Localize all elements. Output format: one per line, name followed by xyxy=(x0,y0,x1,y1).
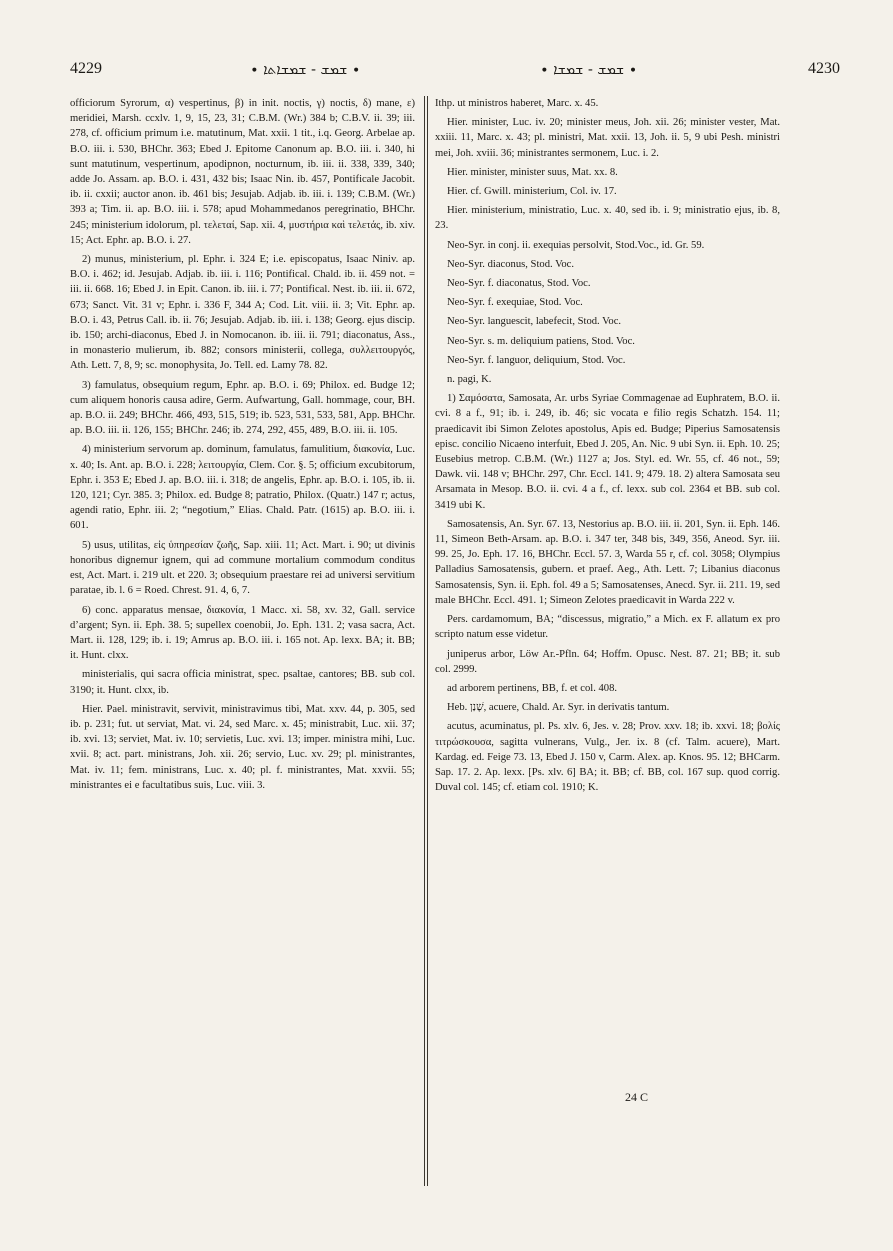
running-head-right: ∙ ܫܡܫ - ܫܡܫܐ ∙ xyxy=(540,62,638,78)
column-divider xyxy=(424,96,426,1186)
entry-paragraph: officiorum Syrorum, α) vespertinus, β) in init. noctis, γ) noctis, δ) mane, ε) meridiei, Marsh. ccxlv. 1, 9, 15, 23, 31; C.B.M. (Wr.) 384 b; C.B.V. ii. 39; iii. 278, cf. officium primum i.e. matutinum, Mat. xxii. 1 tit., i.q. Georg. Arbelae ap. B.O. iii. i. 530, BHChr. 363; Ebed J. Epitome Canonum ap. B.O. iii. i. 340, hi sunt matutinum, vespertinum, apodipnon, nocturnum, ib. iii. ii. 338, 339, 340; adde Jo. Assam. ap. B.O. i. 431, 432 bis; Isaac Nin. ib. 457, Pontificale Jacobit. ib. ii. cxxii; auctor anon. ib. 461 bis; Jesujab. Adjab. ib. iii. i. 139; C.B.M. (Wr.) 393 a; Tim. ii. ap. B.O. iii. i. 578; apud Mohammedanos peregrinatio, BHChr. 245; ministerium idolorum, pl. τελεταί, Sap. xii. 4, μυστήρια καὶ τελετάς, ib. xiv. 15; Act. Ephr. ap. B.O. i. 27. xyxy=(70,98,415,246)
page-number-right: 4230 xyxy=(808,60,840,77)
entry-paragraph: Heb. שָׁנַן, acuere, Chald. Ar. Syr. in derivatis tantum. xyxy=(447,702,670,714)
entry-paragraph: Neo-Syr. diaconus, Stod. Voc. xyxy=(447,258,575,270)
entry-paragraph: 6) conc. apparatus mensae, διακονία, 1 Macc. xi. 58, xv. 32, Gall. service d’argent; Syn. ii. Eph. 38. 5; supellex coenobii, Jo. Eph. 131. 2; vasa sacra, Act. Mart. ii. 128, 129; ib. i. 19; Amrus ap. B.O. iii. i. 165 not. Ap. lexx. BA; it. BB; it. Hunt. clxx. xyxy=(70,604,415,662)
entry-paragraph: Neo-Syr. languescit, labefecit, Stod. Voc. xyxy=(447,316,622,328)
right-column xyxy=(435,96,780,1196)
entry-paragraph: Neo-Syr. f. diaconatus, Stod. Voc. xyxy=(447,278,591,290)
entry-paragraph: Neo-Syr. s. m. deliquium patiens, Stod. Voc. xyxy=(447,335,635,347)
left-column xyxy=(70,96,415,1196)
entry-paragraph: Neo-Syr. f. exequiae, Stod. Voc. xyxy=(447,297,583,309)
signature-mark: 24 C xyxy=(625,1090,649,1104)
page-number-left: 4229 xyxy=(70,60,102,77)
entry-paragraph: 3) famulatus, obsequium regum, Ephr. ap. B.O. i. 69; Philox. ed. Budge 12; cum aliquem honoris causa adire, Germ. Aufwartung, Gall. hommage, cour, BH. ap. B.O. ii. 249; BHChr. 466, 493, 515, 519; ib. 523, 531, 533, 581, App. BHChr. ap. B.O. iii. ii. 126, 155; BHChr. 246; ib. 274, 292, 455, 489, B.O. iii. ii. 105. xyxy=(70,379,415,437)
entry-paragraph: Hier. minister, minister suus, Mat. xx. 8. xyxy=(447,166,618,178)
entry-paragraph: n. pagi, K. xyxy=(447,374,492,386)
entry-paragraph: 5) usus, utilitas, εἰς ὑπηρεσίαν ζωῆς, Sap. xiii. 11; Act. Mart. i. 90; ut divinis honoribus dignemur ignem, qui ad commune mortalium commodum conditus est, Act. Mart. i. 219 ult. et 220. 3; obsequium praestare rei ad universi servitium paratae, ib. l. 6 = Roed. Chrest. 91. 4, 6, 7. xyxy=(70,539,415,597)
column-divider xyxy=(427,96,429,1186)
page-header xyxy=(70,60,840,84)
entry-paragraph: Neo-Syr. f. languor, deliquium, Stod. Voc. xyxy=(447,354,626,366)
entry-paragraph: juniperus arbor, Löw Ar.-Pfln. 64; Hoffm. Opusc. Nest. 87. 21; BB; it. sub col. 2999. xyxy=(435,648,780,675)
entry-paragraph: ad arborem pertinens, BB, f. et col. 408. xyxy=(447,682,618,694)
entry-paragraph: Hier. ministerium, ministratio, Luc. x. 40, sed ib. i. 9; ministratio ejus, ib. 8, 23. xyxy=(435,205,780,232)
entry-paragraph: Samosatensis, An. Syr. 67. 13, Nestorius ap. B.O. iii. ii. 201, Syn. ii. Eph. 146. 11, Simeon Beth-Arsam. ap. B.O. i. 347 ter, 348 bis, 349, 356, Aneod. Syr. iii. 99. 25, Jo. Eph. 17. 16, BHChr. Eccl. 57. 3, Warda 55 r, cf. col. 3058; Olympius Palladius Samosatensis, gubern. et praef. Aeg., Ath. Lett. 7; Libanius diaconus Samosatensis, Syn. ii. Eph. fol. 49 a 5; Samosatenses, Anecd. Syr. ii. 211. 19, sed male BHChr. Eccl. 491. 1; Simeon Zelotes praedicavit in Warda 222 v. xyxy=(435,518,780,606)
entry-paragraph: Pers. cardamomum, BA; “discessus, migratio,” a Mich. ex F. allatum ex pro scripto natum esse videtur. xyxy=(435,614,780,641)
entry-paragraph: Neo-Syr. in conj. ii. exequias persolvit, Stod.Voc., id. Gr. 59. xyxy=(447,239,705,251)
entry-paragraph: 1) Σαμόσατα, Samosata, Ar. urbs Syriae Commagenae ad Euphratem, B.O. ii. cvi. 8 a f., 91; ib. i. 249, ib. 46; sic vocata e filio regis Schatzh. 154. 11; praedicavit ibi Simon Zelotes apostolus, Apis ed. Budge; Piperius Samosatensis episc. concilio Nicaeno interfuit, Ebed J. 205, An. Nic. 9 ubi Syn. ii. Eph. 10. 25; Eusebius metrop. C.B.M. (Wr.) 1127 a; Jos. Styl. ed. Wr. 55, cf. 46 not., 59; Dawk. vii. 148 v; BHChr. 297, Chr. Eccl. 141. 9; 479. 18. 2) altera Samosata seu Arsamata in Mesop. B.O. ii. cvi. 4 a f., cf. lexx. sub col. 2364 et BB. sub col. 3419 ubi K. xyxy=(435,393,780,511)
entry-paragraph: Hier. cf. Gwill. ministerium, Col. iv. 17. xyxy=(447,186,617,198)
entry-paragraph: Hier. minister, Luc. iv. 20; minister meus, Joh. xii. 26; minister vester, Mat. xxiii. 11, Marc. x. 43; pl. ministri, Mat. xxii. 13, Joh. ii. 5, 9 ubi Pesh. ministri mei, Joh. xviii. 36; ministrantes sermonem, Luc. i. 2. xyxy=(435,117,780,159)
entry-paragraph: Ithp. ut ministros haberet, Marc. x. 45. xyxy=(435,98,599,109)
entry-paragraph: 2) munus, ministerium, pl. Ephr. i. 324 E; i.e. episcopatus, Isaac Niniv. ap. B.O. i. 462; id. Jesujab. Adjab. ib. iii. i. 116; Pontifical. Chald. ib. ii. 459 not. = iii. ii. 668. 16; Ebed J. in Epit. Canon. ib. iii. i. 77; Pontifical. Nest. ib. iii. ii. 672, 673; Sanct. Vit. 31 v; Ephr. i. 336 F, 344 A; Cod. Lit. viii. ii. 3; Vit. Ephr. ap. B.O. i. 43, Petrus Call. ib. ii. 76; Jesujab. Adjab. ib. iii. i. 138; Georg. ejus discip. ib. 150; archi-diaconus, Ebed J. in Nomocanon. ib. iii. ii. 791; diaconatus, Ass., in monasterio mulierum, ib. 882; consors ministerii, collega, συλλειτουργός, Ath. Lett. 7, 8, 9; sc. monophysita, Jo. Tell. ed. Lamy 78. 82. xyxy=(70,254,415,372)
entry-paragraph: acutus, acuminatus, pl. Ps. xlv. 6, Jes. v. 28; Prov. xxv. 18; ib. xxvi. 18; βολίς τιτρώσκουσα, sagitta vulnerans, Vulg., Jer. ix. 8 (cf. Talm. acuere), Mart. Kardag. ed. Feige 73. 13, Ebed J. 150 v, Carm. Alex. ap. Knos. 95. 12; BHCarm. Sap. 17. 2. Ap. lexx. [Ps. xlv. 6] BA; it. BB; cf. BB, col. 167 sup. quod corrig. Duval col. 145; cf. etiam col. 1910; K. xyxy=(435,721,780,794)
dictionary-columns xyxy=(70,96,840,1196)
entry-paragraph: ministerialis, qui sacra officia ministrat, spec. psaltae, cantores; BB. sub col. 3190; it. Hunt. clxx, ib. xyxy=(70,669,415,696)
entry-paragraph: Hier. Pael. ministravit, servivit, ministravimus tibi, Mat. xxv. 44, p. 305, sed ib. p. 231; fut. ut serviat, Mat. vi. 24, sed Marc. x. 45; ministrabit, Luc. xii. 37; ib. xvi. 13; serviet, Mat. iv. 10; servietis, Luc. xvi. 13; imper. ministra mihi, Luc. xvii. 8; act. part. ministrans, Joh. xii. 26; servio, Luc. xv. 29; pl. ministrantes, Mat. iv. 11; fem. ministrans, Luc. x. 40; pl. f. ministrantes, Mat. xxvii. 55; ministrantes ei e facultatibus suis, Luc. viii. 3. xyxy=(70,703,415,791)
running-head-left: ∙ ܫܡܫ - ܫܡܫܐܬܐ ∙ xyxy=(250,62,361,78)
entry-paragraph: 4) ministerium servorum ap. dominum, famulatus, famulitium, διακονία, Luc. x. 40; Is. Ant. ap. B.O. i. 228; λειτουργία, Clem. Cor. §. 5; officium excubitorum, Ephr. i. 353 E; Ebed J. ap. B.O. iii. i. 318; de angelis, Ephr. ap. B.O. i. 105, ib. ii. 120, 121; Cyr. 385. 3; Philox. ed. Budge 8; patratio, Philox. (Quatr.) 147 r; actus, agendi ratio, Ephr. iii. 2; “negotium,” Elias. Chald. Patr. (1615) ap. B.O. iii. i. 601. xyxy=(70,444,415,532)
